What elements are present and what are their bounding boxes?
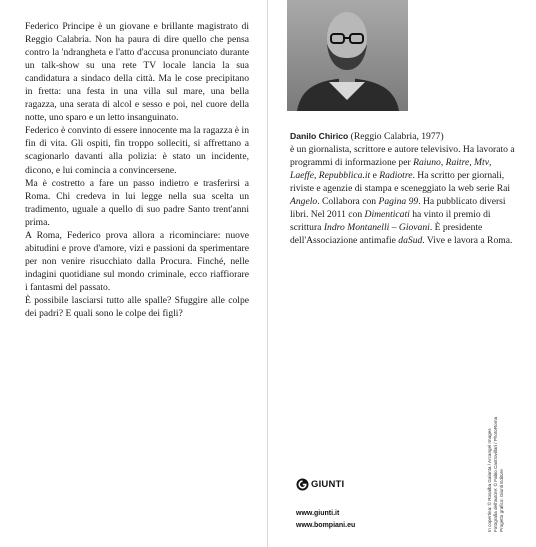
credit-line: In copertina: © Rosalba Galanta / Arcangel Images bbox=[487, 428, 492, 532]
author-name: Danilo Chirico bbox=[290, 131, 349, 141]
synopsis-paragraph: A Roma, Federico prova allora a ricominciare: nuove abitudini e prove d'amore, vizi e passioni da sperimentare per non venire risucchiato dalla Procura. Finché, nelle indagini quotidiane sul mondo criminale, ecco riaffiorare i fantasmi del passato. bbox=[25, 229, 249, 293]
publisher-name: GIUNTI bbox=[311, 478, 345, 490]
cover-credits bbox=[487, 402, 517, 532]
giunti-logo-icon bbox=[296, 478, 309, 491]
author-portrait-icon bbox=[287, 0, 408, 111]
synopsis-paragraph: Federico è convinto di essere innocente ma la ragazza è in fin di vita. Gli ospiti, fin troppo solleciti, si affrettano a scagionarlo davanti alla polizia: è stato un incidente, dicono, e lui comincia a convincersene. bbox=[25, 125, 249, 176]
publisher-logo bbox=[296, 476, 344, 492]
synopsis-text bbox=[25, 20, 249, 320]
credit-line: Fotografia dell'autore: © Fabio Castrovillari / PhotoRoma bbox=[493, 416, 498, 532]
author-bio: Danilo Chirico (Reggio Calabria, 1977) è un giornalista, scrittore e autore televisivo. Ha lavorato a programmi di informazione per Raiuno, Raitre, Mtv, Laeffe, Repubblica.it e Radiotre. Ha scritto per giornali, riviste e agenzie di stampa e sceneggiato la web serie Rai Angelo. Collabora con Pagina 99. Ha pubblicato diversi libri. Nel 2011 con Dimenticati ha vinto il premio di scrittura Indro Montanelli – Giovani. È presidente dell'Associazione antimafie daSud. Vive e lavora a Roma. bbox=[290, 131, 515, 246]
author-photo bbox=[287, 0, 408, 111]
flap-divider bbox=[267, 0, 268, 547]
synopsis-paragraph: Ma è costretto a fare un passo indietro e trasferirsi a Roma. Chi credeva in lui legge nella sua scelta un tradimento, uguale a quello di suo padre Santo trent'anni prima. bbox=[25, 177, 249, 228]
website-link[interactable]: www.bompiani.eu bbox=[296, 522, 356, 529]
synopsis-paragraph: Federico Principe è un giovane e brillante magistrato di Reggio Calabria. Non ha paura di dire quello che pensa contro la 'ndrangheta e l'atto d'accusa pronunciato durante un talk-show su una rete TV locale lancia la sua candidatura a sindaco della città. Ma le cose precipitano in fretta: una festa in una villa sul mare, una bella ragazza, una serata di alcol e sesso e poi, nel cuore della notte, uno sparo e un letto insanguinato. bbox=[25, 21, 249, 124]
credit-line: Progetto grafico: Giunti Editore bbox=[499, 469, 504, 532]
synopsis-paragraph: È possibile lasciarsi tutto alle spalle? Sfuggire alle colpe dei padri? E quali sono le colpe dei figli? bbox=[25, 294, 249, 320]
website-link[interactable]: www.giunti.it bbox=[296, 510, 340, 517]
publisher-links bbox=[296, 508, 355, 532]
